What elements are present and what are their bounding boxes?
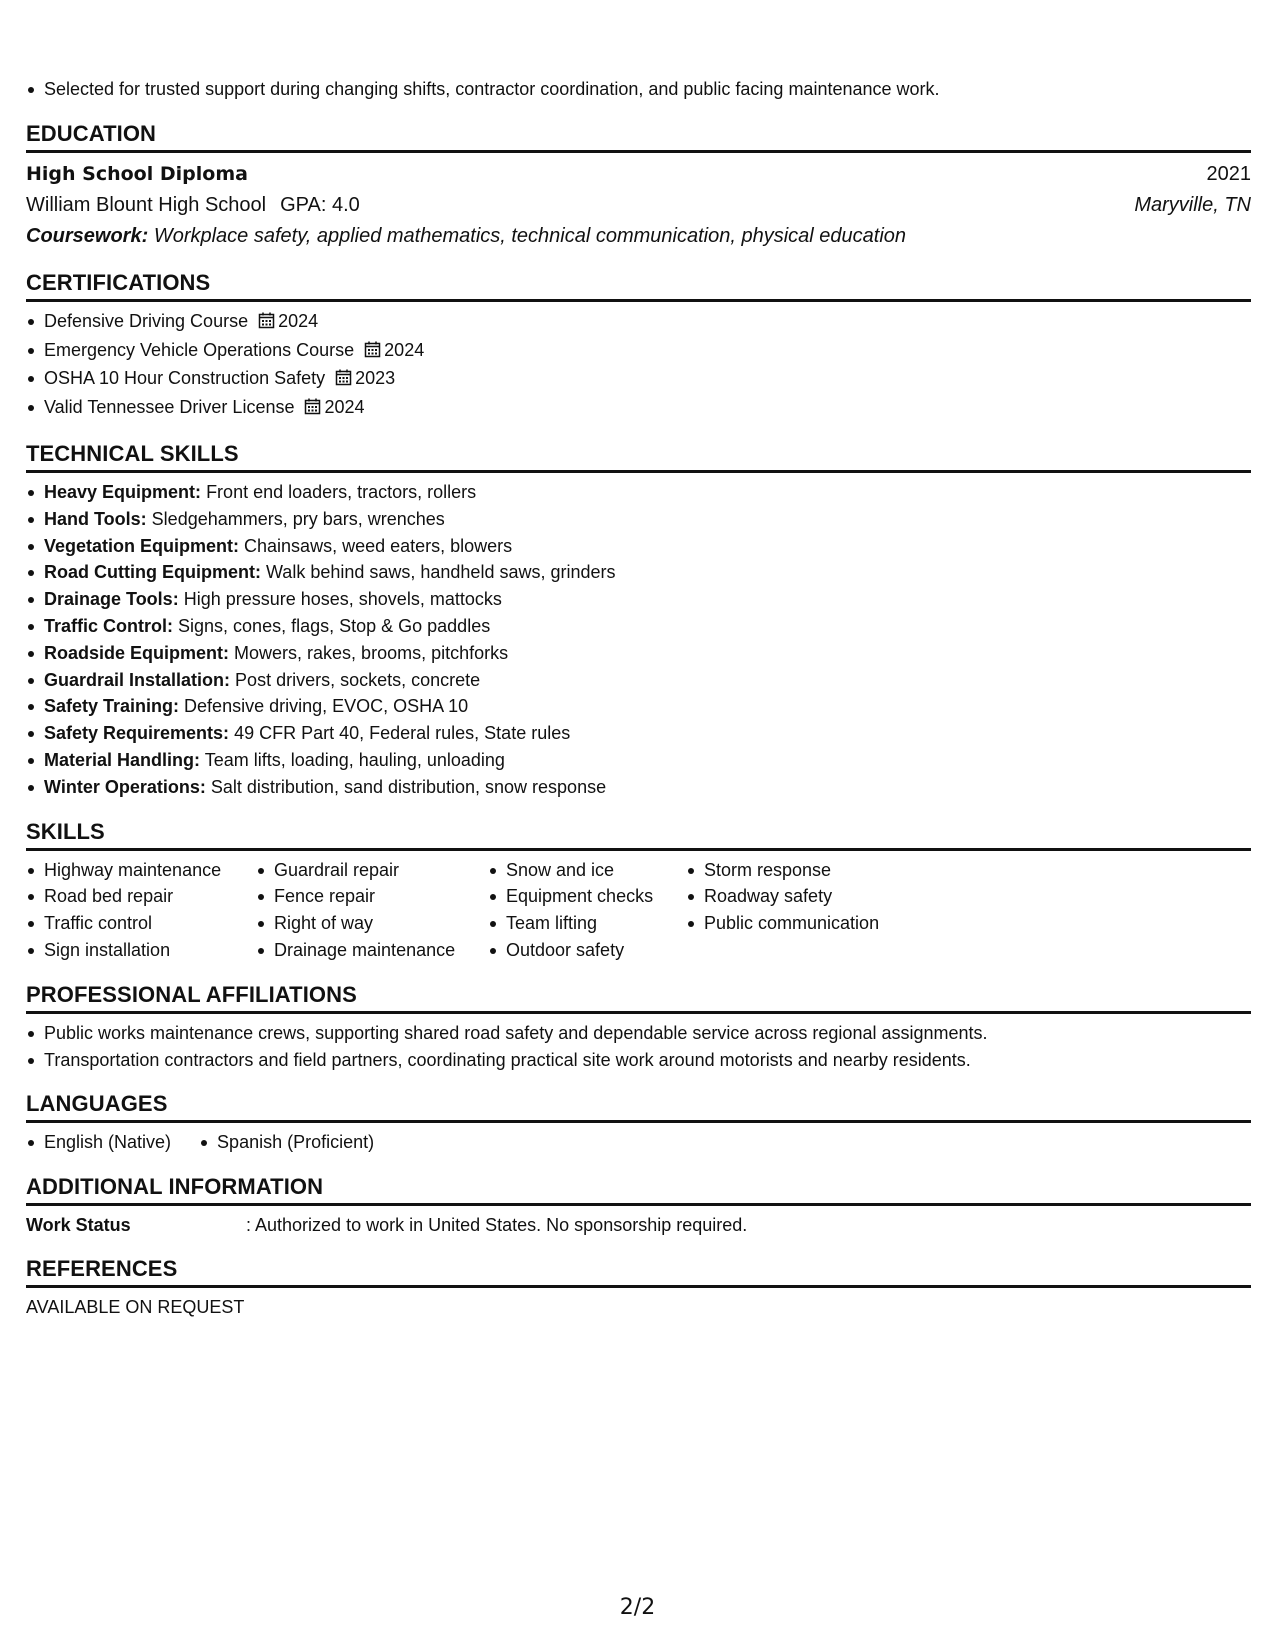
list-item: Roadway safety xyxy=(686,883,946,910)
references-text: AVAILABLE ON REQUEST xyxy=(26,1297,245,1318)
certification-year: 2024 xyxy=(324,397,365,418)
affiliations-list xyxy=(26,1020,1251,1074)
list-item: Selected for trusted support during changing shifts, contractor coordination, and public facing maintenance work. xyxy=(26,76,1251,103)
skills-columns xyxy=(26,857,1251,964)
school-location: Maryville, TN xyxy=(1134,193,1251,216)
calendar-icon xyxy=(304,396,321,423)
section-title: PROFESSIONAL AFFILIATIONS xyxy=(26,974,1251,1014)
section-title: EDUCATION xyxy=(26,113,1251,153)
languages-section xyxy=(26,1083,1251,1156)
list-item: Equipment checks xyxy=(488,883,686,910)
work-status-label: Work Status xyxy=(26,1215,131,1236)
section-title: SKILLS xyxy=(26,811,1251,851)
list-item: Drainage maintenance xyxy=(256,937,488,964)
list-item: Traffic control xyxy=(26,910,256,937)
list-item xyxy=(26,613,1251,640)
resume-page xyxy=(26,76,1251,1320)
skill-label: Winter Operations: xyxy=(44,776,206,797)
skills-column xyxy=(488,857,686,964)
certification-name: Defensive Driving Course xyxy=(44,310,249,331)
certifications-list xyxy=(26,308,1251,423)
list-item xyxy=(26,506,1251,533)
technical-skills-list xyxy=(26,479,1251,801)
skill-label: Roadside Equipment: xyxy=(44,642,230,663)
additional-info-section xyxy=(26,1166,1251,1238)
certification-year: 2024 xyxy=(278,310,319,331)
skills-column xyxy=(26,857,256,964)
work-status-value: : Authorized to work in United States. No sponsorship required. xyxy=(246,1215,748,1236)
education-section xyxy=(26,113,1251,252)
list-item: Snow and ice xyxy=(488,857,686,884)
gpa: GPA: 4.0 xyxy=(280,193,360,216)
school-name: William Blount High School xyxy=(26,193,267,216)
skill-label: Vegetation Equipment: xyxy=(44,535,240,556)
certification-name: Emergency Vehicle Operations Course xyxy=(44,339,355,360)
work-status-row xyxy=(26,1212,1251,1238)
list-item xyxy=(26,640,1251,667)
graduation-year: 2021 xyxy=(1206,162,1251,185)
skill-label: Hand Tools: xyxy=(44,508,147,529)
skill-label: Safety Training: xyxy=(44,696,180,717)
list-item xyxy=(26,774,1251,801)
skill-value: Signs, cones, flags, Stop & Go paddles xyxy=(178,615,491,636)
skill-value: Salt distribution, sand distribution, snow response xyxy=(210,776,607,797)
skill-value: Mowers, rakes, brooms, pitchforks xyxy=(234,642,509,663)
skill-value: High pressure hoses, shovels, mattocks xyxy=(183,589,502,610)
education-school-row xyxy=(26,190,1251,221)
references-section xyxy=(26,1248,1251,1320)
skill-value: Defensive driving, EVOC, OSHA 10 xyxy=(184,696,469,717)
skill-value: Front end loaders, tractors, rollers xyxy=(206,481,477,502)
section-title: TECHNICAL SKILLS xyxy=(26,433,1251,473)
skill-value: Team lifts, loading, hauling, unloading xyxy=(204,749,505,770)
list-item xyxy=(26,479,1251,506)
list-item: Public works maintenance crews, supporting shared road safety and dependable service across regional assignments. xyxy=(26,1020,1251,1047)
skill-value: 49 CFR Part 40, Federal rules, State rules xyxy=(234,723,571,744)
skill-value: Walk behind saws, handheld saws, grinders xyxy=(265,562,616,583)
calendar-icon xyxy=(335,367,352,394)
list-item: Right of way xyxy=(256,910,488,937)
list-item xyxy=(26,559,1251,586)
skills-column xyxy=(686,857,946,964)
skills-section xyxy=(26,811,1251,964)
list-item: Outdoor safety xyxy=(488,937,686,964)
list-item xyxy=(26,533,1251,560)
calendar-icon xyxy=(258,310,275,337)
certification-year: 2023 xyxy=(355,368,396,389)
certification-name: Valid Tennessee Driver License xyxy=(44,397,295,418)
skill-value: Sledgehammers, pry bars, wrenches xyxy=(151,508,445,529)
list-item xyxy=(26,693,1251,720)
list-item: Guardrail repair xyxy=(256,857,488,884)
certification-year: 2024 xyxy=(384,339,425,360)
affiliations-section xyxy=(26,974,1251,1074)
skills-column xyxy=(256,857,488,964)
calendar-icon xyxy=(364,339,381,366)
section-title: LANGUAGES xyxy=(26,1083,1251,1123)
list-item xyxy=(26,337,1251,366)
skill-label: Road Cutting Equipment: xyxy=(44,562,261,583)
list-item: Transportation contractors and field partners, coordinating practical site work around motorists and nearby residents. xyxy=(26,1047,1251,1074)
skill-label: Traffic Control: xyxy=(44,615,173,636)
list-item xyxy=(26,720,1251,747)
list-item xyxy=(26,365,1251,394)
skill-label: Heavy Equipment: xyxy=(44,481,202,502)
list-item xyxy=(26,667,1251,694)
experience-continuation xyxy=(26,76,1251,103)
list-item xyxy=(26,586,1251,613)
coursework-label: Coursework: xyxy=(26,224,149,247)
page-number: 2/2 xyxy=(619,1595,656,1620)
list-item: Storm response xyxy=(686,857,946,884)
list-item: Road bed repair xyxy=(26,883,256,910)
education-degree-row xyxy=(26,159,1251,190)
list-item: Highway maintenance xyxy=(26,857,256,884)
list-item xyxy=(26,747,1251,774)
skill-label: Guardrail Installation: xyxy=(44,669,231,690)
section-title: REFERENCES xyxy=(26,1248,1251,1288)
skill-label: Material Handling: xyxy=(44,749,201,770)
list-item: Fence repair xyxy=(256,883,488,910)
skill-label: Drainage Tools: xyxy=(44,589,179,610)
skill-value: Post drivers, sockets, concrete xyxy=(235,669,481,690)
list-item: Spanish (Proficient) xyxy=(199,1129,374,1156)
list-item: Team lifting xyxy=(488,910,686,937)
coursework-text: Workplace safety, applied mathematics, technical communication, physical education xyxy=(153,224,907,247)
list-item: Sign installation xyxy=(26,937,256,964)
technical-skills-section xyxy=(26,433,1251,801)
certification-name: OSHA 10 Hour Construction Safety xyxy=(44,368,326,389)
list-item: English (Native) xyxy=(26,1129,171,1156)
degree-name: High School Diploma xyxy=(26,162,248,185)
section-title: CERTIFICATIONS xyxy=(26,262,1251,302)
coursework xyxy=(26,221,1251,252)
skill-value: Chainsaws, weed eaters, blowers xyxy=(244,535,513,556)
certifications-section xyxy=(26,262,1251,423)
list-item xyxy=(26,308,1251,337)
list-item xyxy=(26,394,1251,423)
list-item: Public communication xyxy=(686,910,946,937)
section-title: ADDITIONAL INFORMATION xyxy=(26,1166,1251,1206)
languages-list xyxy=(26,1129,1251,1156)
skill-label: Safety Requirements: xyxy=(44,723,230,744)
